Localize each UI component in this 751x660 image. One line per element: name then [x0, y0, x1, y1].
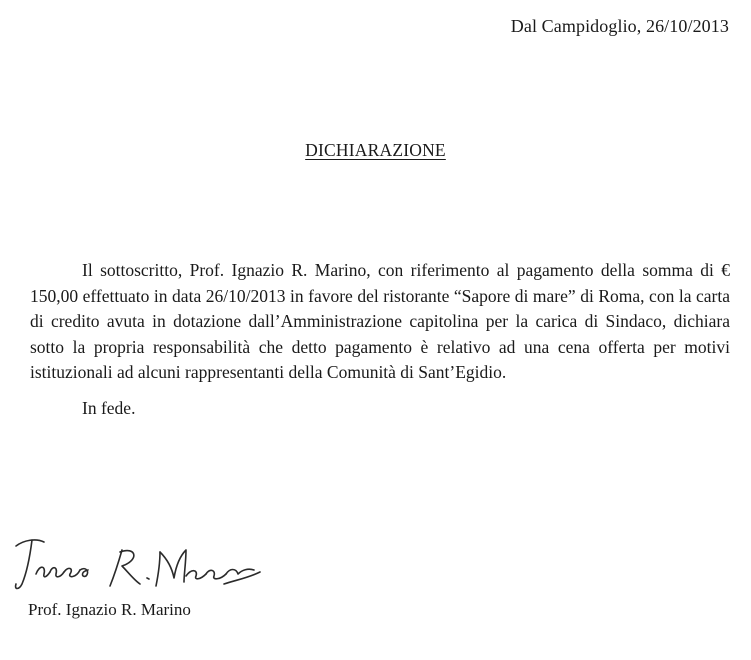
handwritten-signature [10, 530, 272, 596]
signatory-name: Prof. Ignazio R. Marino [28, 600, 191, 619]
signature-icon [10, 530, 272, 596]
document-title: DICHIARAZIONE [305, 140, 446, 160]
place-date: Dal Campidoglio, 26/10/2013 [510, 16, 729, 36]
closing-phrase: In fede. [82, 398, 136, 418]
declaration-body: Il sottoscritto, Prof. Ignazio R. Marino, con riferimento al pagamento della somma di € 150,00 effettuato in data 26/10/2013 in favore del ristorante “Sapore di mare” di Roma, con la carta di credito avuta in dotazione dall’Amministrazione capitolina per la carica di Sindaco, dichiara sotto la propria responsabilità che detto pagamento è relativo ad una cena offerta per motivi istituzionali ad alcuni rappresentanti della Comunità di Sant’Egidio. [30, 260, 730, 382]
